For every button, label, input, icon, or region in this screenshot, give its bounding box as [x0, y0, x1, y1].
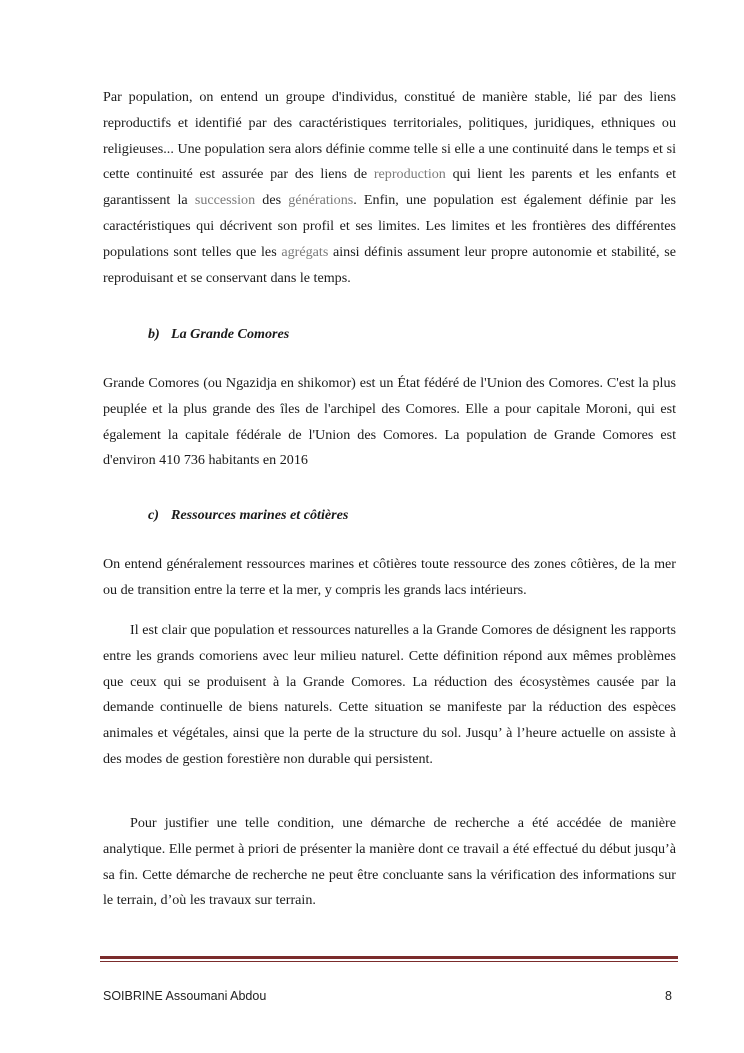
intro-paragraph — [103, 85, 676, 291]
reproduction-link[interactable]: reproduction — [373, 166, 446, 183]
footer-author: SOIBRINE Assoumani Abdou — [103, 989, 267, 1003]
intro-text-1: Par population, on entend un groupe d'individus, constitué de manière stable, lié par des liens reproductifs et identifié par des caractéristiques territoriales, politiques, juridiques, ethniques ou religieuses... Une population sera alors définie comme telle si elle a une continuité dans le temps et si cette continuité est assurée par des liens de — [103, 89, 676, 183]
section-b-number: b) — [148, 326, 160, 342]
footer-rule-thin — [100, 961, 678, 962]
section-c-heading — [148, 505, 348, 525]
section-c-title: Ressources marines et côtières — [171, 507, 349, 523]
succession-link[interactable]: succession — [194, 192, 256, 209]
clair-paragraph: Il est clair que population et ressources naturelles a la Grande Comores de désignent les rapports entre les grands comoriens avec leur milieu naturel. Cette définition répond aux mêmes problèmes que ceux qui se produisent à la Grande Comores. La réduction des écosystèmes causée par la demande continuelle de biens naturels. Cette situation se manifeste par la réduction des espèces animales et végétales, ainsi que la perte de la structure du sol. Jusqu’ à l’heure actuelle on assiste à des modes de gestion forestière non durable qui persistent. — [103, 622, 676, 767]
section-c-number: c) — [148, 507, 159, 523]
intro-text-5: ainsi définis assument leur propre autonomie et stabilité, se reproduisant et se conservant dans le temps. — [103, 243, 676, 286]
agregats-link[interactable]: agrégats — [281, 243, 329, 260]
intro-text-3: des — [255, 192, 289, 209]
ressources-paragraph: On entend généralement ressources marines et côtières toute ressource des zones côtières, de la mer ou de transition entre la terre et la mer, y compris les grands lacs intérieurs. — [103, 556, 676, 598]
intro-text-2: qui lient les parents et les enfants et garantissent la — [103, 166, 676, 209]
intro-text-4: . Enfin, une population est également définie par les caractéristiques qui décrivent son profil et ses limites. Les limites et les frontières des différentes populations sont telles que les — [103, 192, 676, 260]
page-number: 8 — [665, 989, 672, 1003]
justifier-paragraph: Pour justifier une telle condition, une démarche de recherche a été accédée de manière analytique. Elle permet à priori de présenter la manière dont ce travail a été effectué du début jusqu’à sa fin. Cette démarche de recherche ne peut être concluante sans la vérification des informations sur le terrain, d’où les travaux sur terrain. — [103, 815, 676, 909]
section-b-title: La Grande Comores — [171, 326, 290, 342]
footer-rule-thick — [100, 956, 678, 959]
grande-comores-paragraph: Grande Comores (ou Ngazidja en shikomor) est un État fédéré de l'Union des Comores. C'est la plus peuplée et la plus grande des îles de l'archipel des Comores. Elle a pour capitale Moroni, qui est également la capitale fédérale de l'Union des Comores. La population de Grande Comores est d'environ 410 736 habitants en 2016 — [103, 375, 676, 469]
generations-link[interactable]: générations — [288, 192, 354, 209]
section-b-heading — [148, 324, 289, 344]
